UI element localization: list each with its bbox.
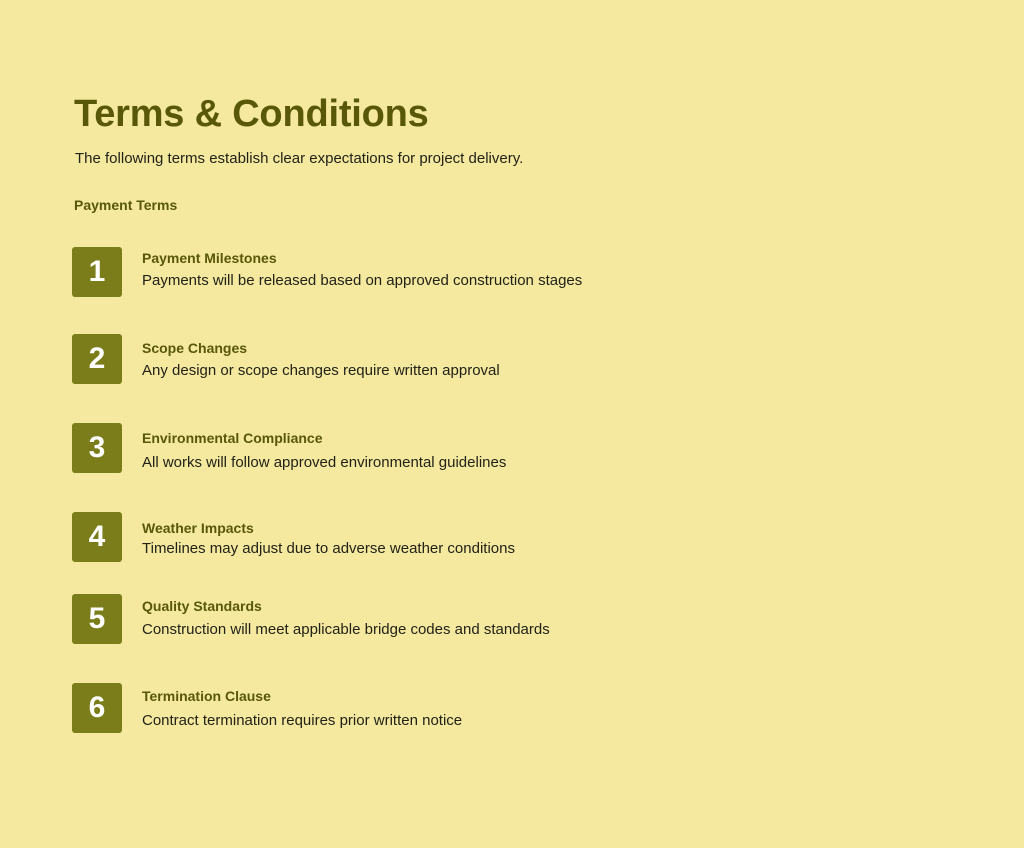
term-item-quality-standards xyxy=(72,594,772,644)
term-number-badge: 2 xyxy=(72,334,122,384)
term-description: All works will follow approved environmental guidelines xyxy=(142,454,507,471)
term-number-badge: 5 xyxy=(72,594,122,644)
term-title: Payment Milestones xyxy=(142,250,277,266)
term-title: Termination Clause xyxy=(142,688,271,704)
term-item-environmental-compliance xyxy=(72,423,772,473)
section-label-payment-terms: Payment Terms xyxy=(74,197,178,213)
page-title: Terms & Conditions xyxy=(74,93,429,135)
term-item-scope-changes xyxy=(72,334,772,384)
term-description: Contract termination requires prior written notice xyxy=(142,712,463,729)
term-description: Timelines may adjust due to adverse weather conditions xyxy=(142,540,515,557)
term-title: Environmental Compliance xyxy=(142,430,323,446)
term-item-weather-impacts xyxy=(72,512,772,562)
term-description: Any design or scope changes require written approval xyxy=(142,362,500,379)
term-number-badge: 3 xyxy=(72,423,122,473)
term-title: Weather Impacts xyxy=(142,520,254,536)
term-number-badge: 6 xyxy=(72,683,122,733)
term-description: Construction will meet applicable bridge codes and standards xyxy=(142,621,550,638)
term-item-termination-clause xyxy=(72,683,772,733)
page-subtitle: The following terms establish clear expectations for project delivery. xyxy=(75,150,524,167)
term-description: Payments will be released based on approved construction stages xyxy=(142,272,583,289)
term-title: Quality Standards xyxy=(142,598,262,614)
term-number-badge: 1 xyxy=(72,247,122,297)
term-item-payment-milestones xyxy=(72,247,772,297)
term-title: Scope Changes xyxy=(142,340,248,356)
term-number-badge: 4 xyxy=(72,512,122,562)
